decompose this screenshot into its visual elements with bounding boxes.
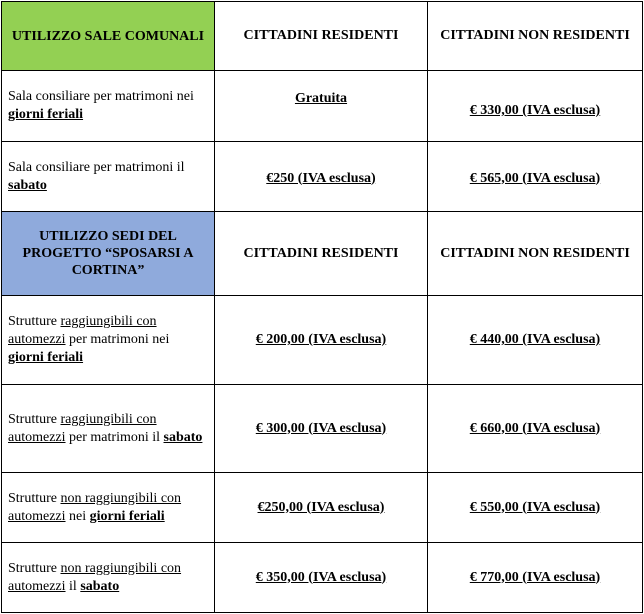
section1-title: UTILIZZO SALE COMUNALI xyxy=(2,2,215,71)
section2-title: UTILIZZO SEDI DEL PROGETTO “SPOSARSI A CORTINA” xyxy=(2,212,215,296)
resident-price: € 300,00 (IVA esclusa) xyxy=(215,385,428,473)
resident-price: € 200,00 (IVA esclusa) xyxy=(215,296,428,385)
non-resident-price: € 440,00 (IVA esclusa) xyxy=(428,296,643,385)
section2-col-non-residents: CITTADINI NON RESIDENTI xyxy=(428,212,643,296)
non-resident-price: € 565,00 (IVA esclusa) xyxy=(428,142,643,212)
row-label: Strutture non raggiungibili con automezzi nei giorni feriali xyxy=(2,473,215,543)
non-resident-price: € 660,00 (IVA esclusa) xyxy=(428,385,643,473)
row-label: Strutture raggiungibili con automezzi per matrimoni nei giorni feriali xyxy=(2,296,215,385)
table-row xyxy=(2,385,643,473)
section2-header-row xyxy=(2,212,643,296)
table-row xyxy=(2,543,643,613)
row-label: Strutture raggiungibili con automezzi per matrimoni il sabato xyxy=(2,385,215,473)
non-resident-price: € 330,00 (IVA esclusa) xyxy=(428,71,643,142)
table-row xyxy=(2,71,643,142)
table-row xyxy=(2,473,643,543)
table-row xyxy=(2,296,643,385)
resident-price: Gratuita xyxy=(215,71,428,142)
pricing-table xyxy=(1,1,643,613)
resident-price: €250,00 (IVA esclusa) xyxy=(215,473,428,543)
non-resident-price: € 770,00 (IVA esclusa) xyxy=(428,543,643,613)
table-row xyxy=(2,142,643,212)
section1-col-residents: CITTADINI RESIDENTI xyxy=(215,2,428,71)
non-resident-price: € 550,00 (IVA esclusa) xyxy=(428,473,643,543)
resident-price: €250 (IVA esclusa) xyxy=(215,142,428,212)
section1-col-non-residents: CITTADINI NON RESIDENTI xyxy=(428,2,643,71)
resident-price: € 350,00 (IVA esclusa) xyxy=(215,543,428,613)
row-label: Sala consiliare per matrimoni nei giorni feriali xyxy=(2,71,215,142)
row-label: Sala consiliare per matrimoni il sabato xyxy=(2,142,215,212)
section2-col-residents: CITTADINI RESIDENTI xyxy=(215,212,428,296)
section1-header-row xyxy=(2,2,643,71)
row-label: Strutture non raggiungibili con automezzi il sabato xyxy=(2,543,215,613)
